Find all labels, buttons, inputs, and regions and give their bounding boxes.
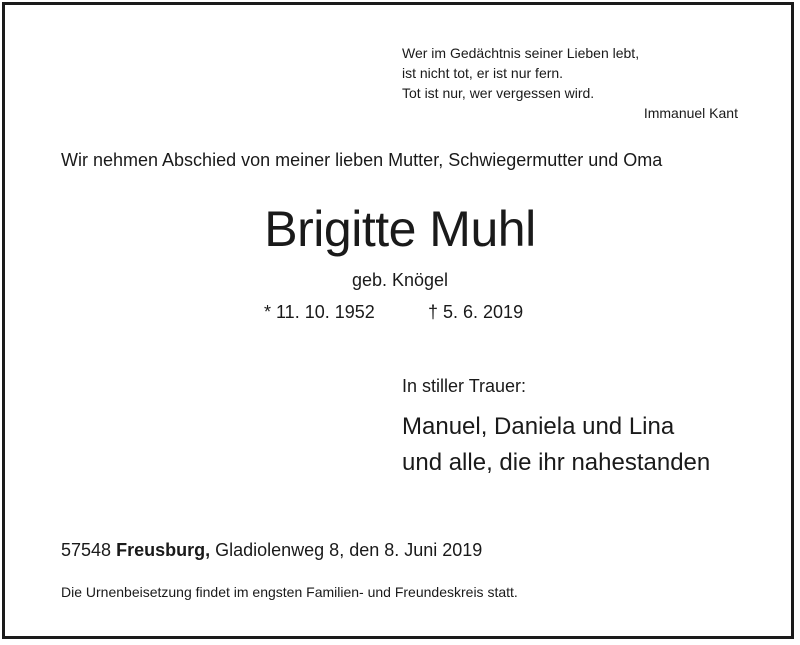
- address-line: [61, 538, 482, 562]
- city: Freusburg,: [116, 540, 211, 560]
- street-and-date: Gladiolenweg 8, den 8. Juni 2019: [215, 540, 483, 560]
- postcode: 57548: [61, 540, 112, 560]
- mourners-line: Manuel, Daniela und Lina: [402, 413, 675, 440]
- birth-date: * 11. 10. 1952: [264, 302, 375, 322]
- quote-line: ist nicht tot, er ist nur fern.: [402, 65, 564, 81]
- mourning-label: In stiller Trauer:: [402, 376, 527, 396]
- quote-line: Tot ist nur, wer vergessen wird.: [402, 85, 595, 101]
- quote-line: Wer im Gedächtnis seiner Lieben lebt,: [402, 45, 640, 61]
- burial-note: Die Urnenbeisetzung findet im engsten Familien- und Freundeskreis statt.: [61, 584, 518, 600]
- farewell-intro: Wir nehmen Abschied von meiner lieben Mutter, Schwiegermutter und Oma: [61, 150, 663, 170]
- epigraph-quote: [402, 43, 738, 123]
- deceased-name: Brigitte Muhl: [264, 201, 536, 257]
- death-date: † 5. 6. 2019: [428, 302, 524, 322]
- quote-author: Immanuel Kant: [643, 105, 738, 121]
- mourners-line: und alle, die ihr nahestanden: [402, 449, 711, 476]
- mourners-list: [402, 409, 710, 481]
- maiden-name: geb. Knögel: [351, 270, 449, 290]
